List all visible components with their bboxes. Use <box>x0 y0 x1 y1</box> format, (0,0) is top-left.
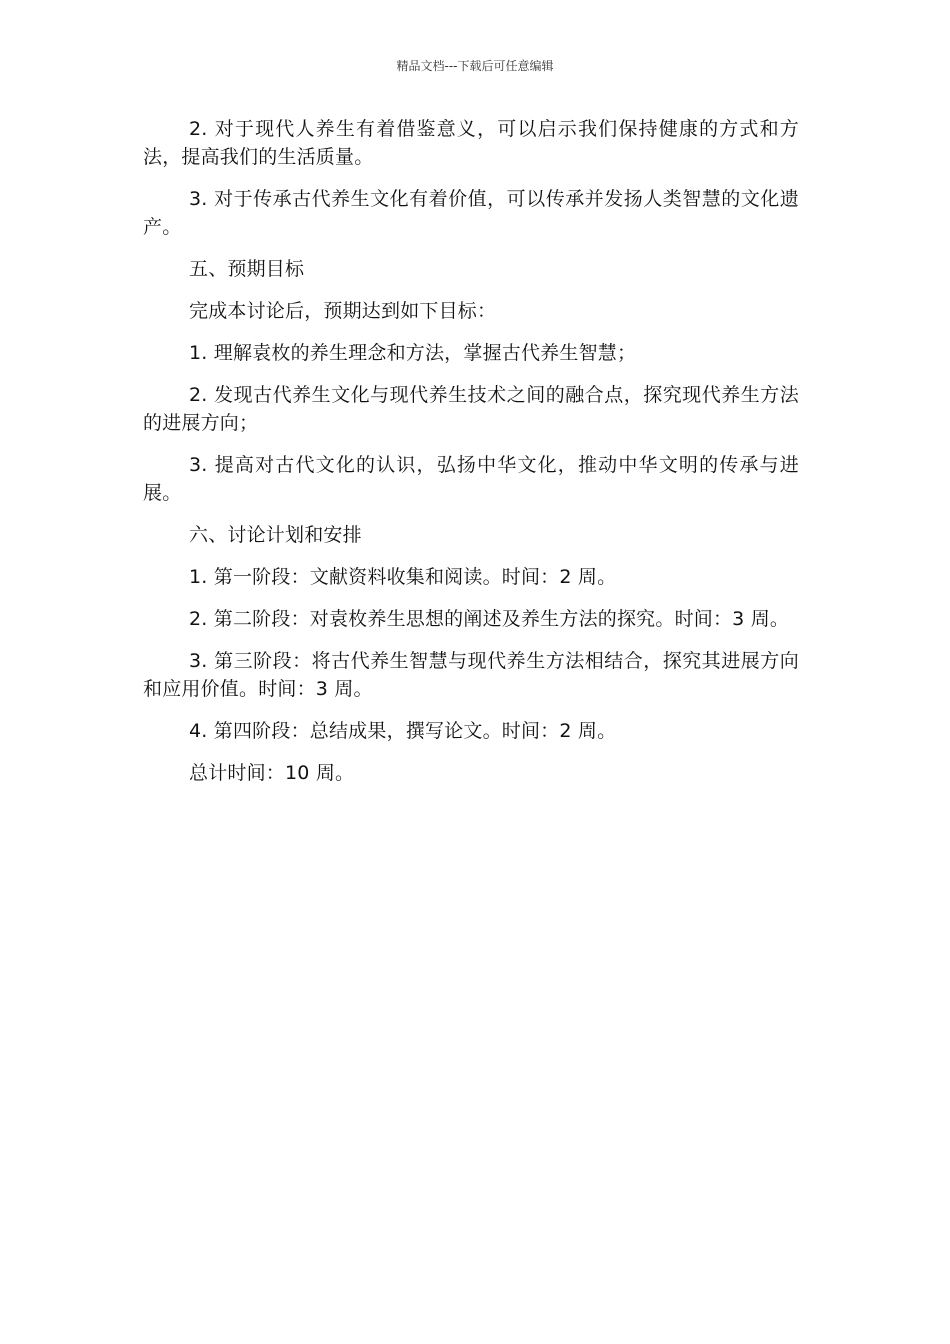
paragraph-total-time: 总计时间：10 周。 <box>189 762 355 784</box>
paragraph-goal-3: 3. 提高对古代文化的认识，弘扬中华文化，推动中华文明的传承与进展。 <box>143 454 799 504</box>
section-heading-expected-goals: 五、预期目标 <box>189 258 305 280</box>
paragraph-significance-3: 3. 对于传承古代养生文化有着价值，可以传承并发扬人类智慧的文化遗产。 <box>143 188 799 238</box>
paragraph-stage-4: 4. 第四阶段：总结成果，撰写论文。时间：2 周。 <box>189 720 617 742</box>
document-body <box>143 115 799 801</box>
page-header: 精品文档---下载后可任意编辑 <box>396 59 554 73</box>
section-heading-plan: 六、讨论计划和安排 <box>189 524 362 546</box>
paragraph-stage-2: 2. 第二阶段：对袁枚养生思想的阐述及养生方法的探究。时间：3 周。 <box>189 608 790 630</box>
paragraph-stage-1: 1. 第一阶段：文献资料收集和阅读。时间：2 周。 <box>189 566 617 588</box>
paragraph-significance-2: 2. 对于现代人养生有着借鉴意义，可以启示我们保持健康的方式和方法，提高我们的生活质量。 <box>143 118 799 168</box>
paragraph-stage-3: 3. 第三阶段：将古代养生智慧与现代养生方法相结合，探究其进展方向和应用价值。时间：3 周。 <box>143 650 799 700</box>
paragraph-goals-intro: 完成本讨论后，预期达到如下目标： <box>189 300 497 322</box>
paragraph-goal-2: 2. 发现古代养生文化与现代养生技术之间的融合点，探究现代养生方法的进展方向； <box>143 384 799 434</box>
paragraph-goal-1: 1. 理解袁枚的养生理念和方法，掌握古代养生智慧； <box>189 342 637 364</box>
